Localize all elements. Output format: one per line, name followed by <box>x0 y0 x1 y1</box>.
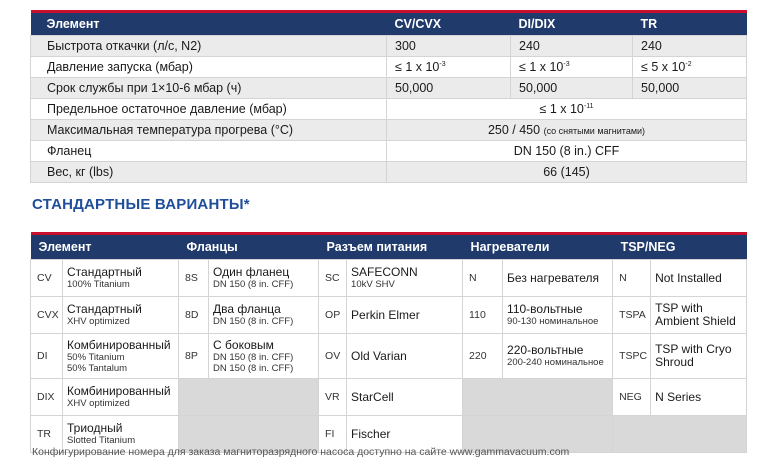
options-header-heaters: Нагреватели <box>470 240 550 254</box>
flange-name <box>209 260 319 297</box>
power-name <box>347 260 463 297</box>
options-header-power: Разъем питания <box>326 240 428 254</box>
spec-label: Быстрота откачки (л/с, N2) <box>31 36 387 57</box>
option-sub: XHV optimized <box>67 398 130 409</box>
options-header-row <box>31 234 747 260</box>
spec-row <box>31 162 747 183</box>
options-header-flanges: Фланцы <box>186 240 238 254</box>
option-sub: 90-130 номинальное <box>507 316 599 327</box>
tsp-name: N Series <box>651 379 747 416</box>
option-name: Один фланец <box>213 265 290 279</box>
option-sub: 50% Tantalum <box>67 362 128 374</box>
heater-code: N <box>463 260 503 297</box>
section-title: СТАНДАРТНЫЕ ВАРИАНТЫ* <box>32 196 250 213</box>
tsp-name: TSP with Ambient Shield <box>651 297 747 334</box>
spec-row <box>31 36 747 57</box>
power-code: SC <box>319 260 347 297</box>
option-name: Комбинированный <box>67 337 171 352</box>
spec-label: Срок службы при 1×10-6 мбар (ч) <box>31 78 387 99</box>
spec-label: Давление запуска (мбар) <box>31 57 387 78</box>
element-name <box>63 260 179 297</box>
spec-header-row <box>31 12 747 36</box>
heater-name <box>503 297 613 334</box>
value-exponent: -11 <box>583 102 594 110</box>
option-name: Триодный <box>67 421 123 435</box>
heater-code: 110 <box>463 297 503 334</box>
power-name: Old Varian <box>347 334 463 379</box>
flange-code: 8D <box>179 297 209 334</box>
spec-value-tr: 50,000 <box>633 78 747 99</box>
power-name: Perkin Elmer <box>347 297 463 334</box>
option-sub: 50% Titanium <box>67 351 125 363</box>
options-header-element: Элемент <box>38 240 92 254</box>
spec-merged-value: 66 (145) <box>387 162 747 183</box>
option-name: Стандартный <box>67 265 142 279</box>
element-name <box>63 379 179 416</box>
table-row <box>31 379 747 416</box>
power-code: FI <box>319 416 347 453</box>
spec-merged-value <box>387 99 747 120</box>
element-code: DI <box>31 334 63 379</box>
option-name: SAFECONN <box>351 265 418 279</box>
spec-label: Фланец <box>31 141 387 162</box>
value-base: ≤ 5 x 10 <box>641 60 686 74</box>
spec-value-cv <box>387 57 511 78</box>
table-row <box>31 297 747 334</box>
option-name: Стандартный <box>67 302 142 316</box>
value-exponent: -2 <box>685 60 692 68</box>
value-base: ≤ 1 x 10 <box>395 60 440 74</box>
option-sub: DN 150 (8 in. CFF) <box>213 279 294 290</box>
spec-row <box>31 78 747 99</box>
empty-cell <box>179 379 319 416</box>
tsp-code: TSPC <box>613 334 651 379</box>
tsp-code: N <box>613 260 651 297</box>
option-name: 110-вольтные <box>507 302 583 316</box>
spec-value-di: 50,000 <box>511 78 633 99</box>
spec-header-tr: TR <box>640 17 658 31</box>
power-name: Fischer <box>347 416 463 453</box>
spec-row <box>31 99 747 120</box>
flange-name <box>209 334 319 379</box>
footer-note: Конфигурирование номера для заказа магниторазрядного насоса доступно на сайте www.gammavacuum.com <box>32 446 570 458</box>
tsp-name: TSP with Cryo Shroud <box>651 334 747 379</box>
flange-code: 8S <box>179 260 209 297</box>
spec-value-tr <box>633 57 747 78</box>
power-code: VR <box>319 379 347 416</box>
tsp-code: TSPA <box>613 297 651 334</box>
power-code: OP <box>319 297 347 334</box>
tsp-name: Not Installed <box>651 260 747 297</box>
spec-header-cv: CV/CVX <box>394 17 442 31</box>
spec-row <box>31 57 747 78</box>
heater-code: 220 <box>463 334 503 379</box>
spec-value-di: 240 <box>511 36 633 57</box>
table-row <box>31 334 747 379</box>
power-name: StarCell <box>347 379 463 416</box>
heater-name <box>503 334 613 379</box>
spec-value-di <box>511 57 633 78</box>
spec-header-element: Элемент <box>46 17 100 31</box>
spec-row <box>31 141 747 162</box>
element-code: CV <box>31 260 63 297</box>
empty-cell <box>613 416 747 453</box>
tsp-code: NEG <box>613 379 651 416</box>
value-exponent: -3 <box>563 60 570 68</box>
spec-label: Максимальная температура прогрева (°C) <box>31 120 387 141</box>
element-name <box>63 297 179 334</box>
element-code: CVX <box>31 297 63 334</box>
option-sub: Slotted Titanium <box>67 435 136 446</box>
spec-merged-value <box>387 120 747 141</box>
spec-merged-value: DN 150 (8 in.) CFF <box>387 141 747 162</box>
option-sub: DN 150 (8 in. CFF) <box>213 316 294 327</box>
element-code: DIX <box>31 379 63 416</box>
option-sub: XHV optimized <box>67 316 130 327</box>
spec-label: Вес, кг (lbs) <box>31 162 387 183</box>
spec-value-tr: 240 <box>633 36 747 57</box>
flange-name <box>209 297 319 334</box>
option-name: Два фланца <box>213 302 281 316</box>
option-name: Комбинированный <box>67 384 171 398</box>
value-base: 250 / 450 <box>487 123 541 137</box>
option-sub: 10kV SHV <box>351 279 395 290</box>
option-sub: 100% Titanium <box>67 279 130 290</box>
spec-value-cv: 300 <box>387 36 511 57</box>
table-row <box>31 260 747 297</box>
spec-row <box>31 120 747 141</box>
option-sub: 200-240 номинальное <box>507 357 604 368</box>
options-table <box>30 232 747 453</box>
option-name: С боковым <box>213 337 274 352</box>
option-sub: DN 150 (8 in. CFF) <box>213 362 294 374</box>
value-base: ≤ 1 x 10 <box>519 60 564 74</box>
spec-value-cv: 50,000 <box>387 78 511 99</box>
value-note: (со снятыми магнитами) <box>543 126 646 136</box>
flange-code: 8P <box>179 334 209 379</box>
value-exponent: -3 <box>439 60 446 68</box>
element-code: TR <box>31 416 63 453</box>
option-name: 220-вольтные <box>507 343 584 357</box>
spec-label: Предельное остаточное давление (мбар) <box>31 99 387 120</box>
spec-header-di: DI/DIX <box>518 17 556 31</box>
power-code: OV <box>319 334 347 379</box>
heater-name: Без нагревателя <box>503 260 613 297</box>
element-name <box>63 334 179 379</box>
empty-cell <box>463 379 613 416</box>
option-sub: DN 150 (8 in. CFF) <box>213 351 294 363</box>
value-base: ≤ 1 x 10 <box>539 102 584 116</box>
options-header-tsp-neg: TSP/NEG <box>620 240 676 254</box>
spec-table <box>30 10 747 183</box>
